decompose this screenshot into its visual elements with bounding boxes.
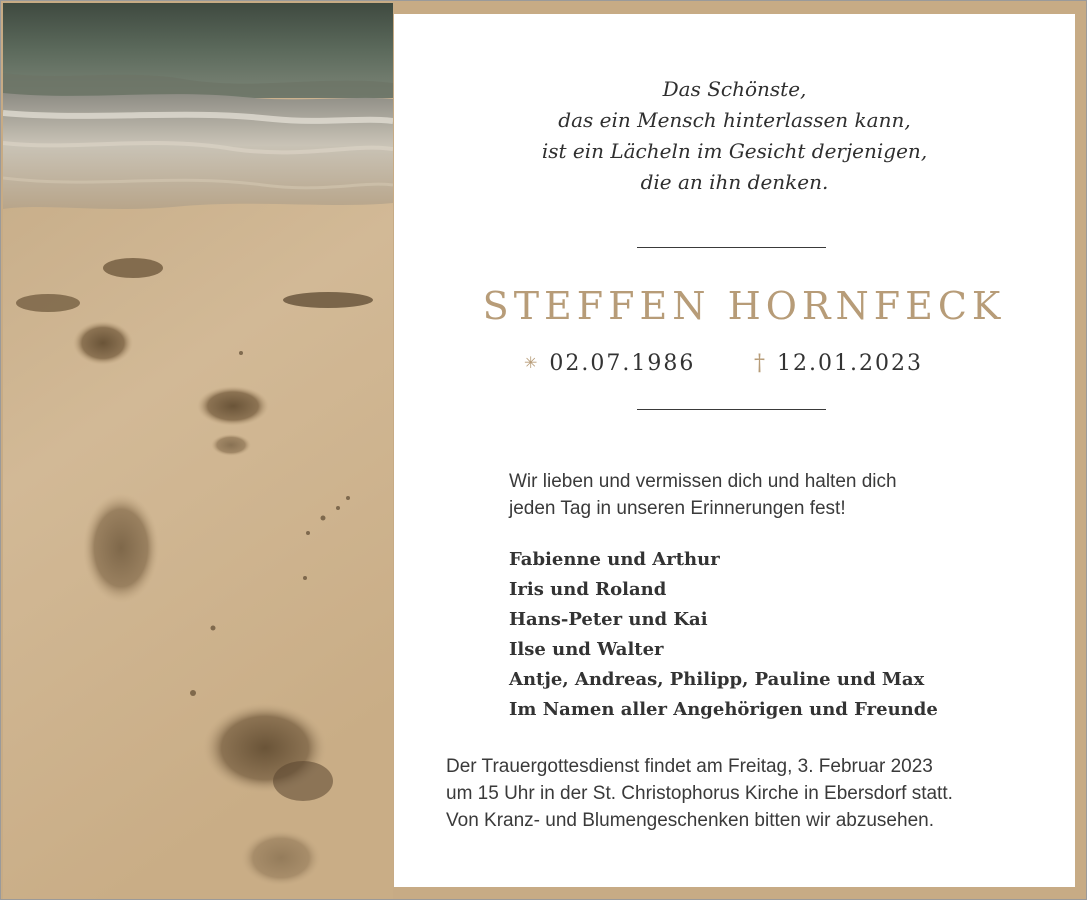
mourner-entry: Iris und Roland xyxy=(509,579,667,600)
memorial-quote xyxy=(394,74,1075,198)
quote-line: das ein Mensch hinterlassen kann, xyxy=(558,108,911,132)
mourner-entry: Antje, Andreas, Philipp, Pauline und Max xyxy=(509,669,925,690)
service-line: um 15 Uhr in der St. Christophorus Kirche in Ebersdorf statt. xyxy=(446,783,953,804)
mourner-entry: Im Namen aller Angehörigen und Freunde xyxy=(509,699,938,720)
mourner-entry: Hans-Peter und Kai xyxy=(509,609,708,630)
birth-date: 02.07.1986 xyxy=(549,351,696,376)
beach-footprints-photo xyxy=(3,3,393,899)
quote-line: ist ein Lächeln im Gesicht derjenigen, xyxy=(541,139,928,163)
mourners-list xyxy=(509,545,1069,725)
quote-line: Das Schönste, xyxy=(662,77,807,101)
mourner-entry: Fabienne und Arthur xyxy=(509,549,720,570)
message-line: Wir lieben und vermissen dich und halten dich xyxy=(509,471,897,492)
life-dates xyxy=(394,351,1075,383)
quote-line: die an ihn denken. xyxy=(640,170,829,194)
death-date-group xyxy=(754,351,923,376)
mourner-entry: Ilse und Walter xyxy=(509,639,664,660)
deceased-name: STEFFEN HORNFECK xyxy=(482,284,1006,328)
service-line: Der Trauergottesdienst findet am Freitag, 3. Februar 2023 xyxy=(446,756,933,777)
birth-star-icon: ✳ xyxy=(524,353,540,372)
birth-date-group xyxy=(524,351,695,376)
cross-icon: † xyxy=(754,351,767,376)
remembrance-message xyxy=(509,468,1029,522)
message-line: jeden Tag in unseren Erinnerungen fest! xyxy=(509,498,846,519)
funeral-service-info xyxy=(446,753,1066,834)
service-line: Von Kranz- und Blumengeschenken bitten wir abzusehen. xyxy=(446,810,934,831)
death-date: 12.01.2023 xyxy=(777,351,923,376)
top-divider xyxy=(637,247,826,248)
obituary-text-panel xyxy=(394,14,1075,887)
bottom-divider xyxy=(637,409,826,410)
